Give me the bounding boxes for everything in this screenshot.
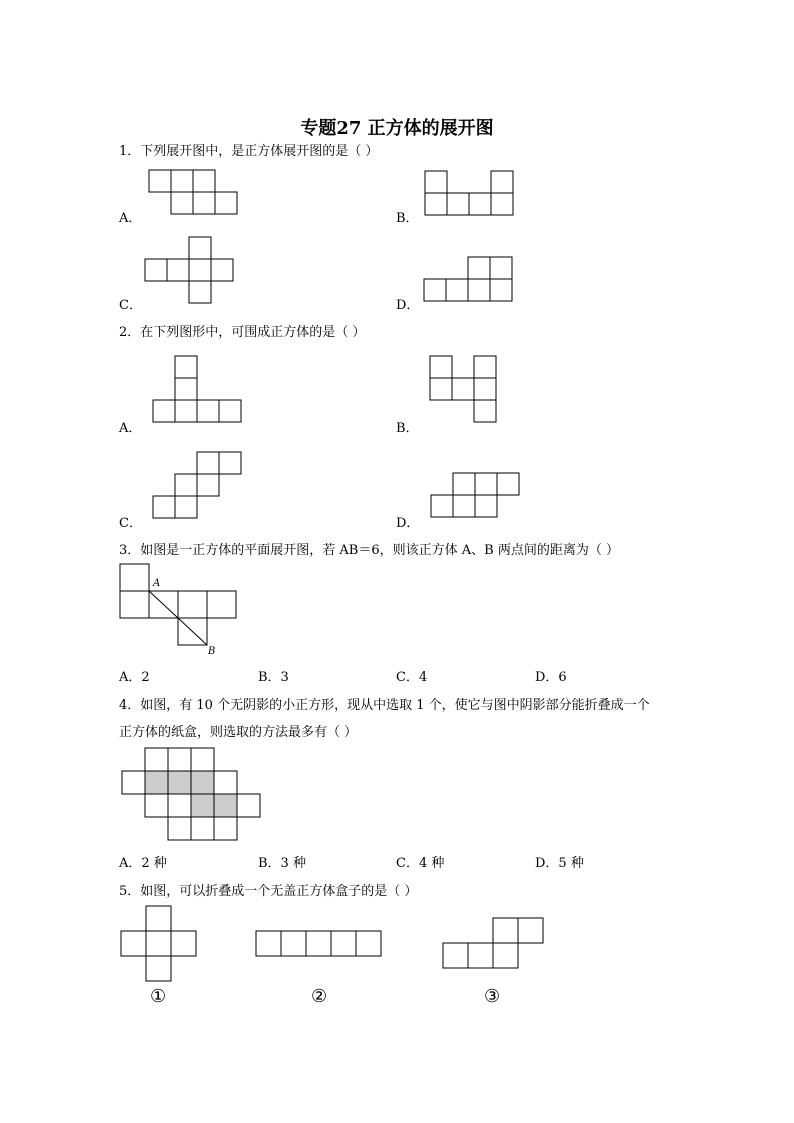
- q2-option-d: D．: [396, 516, 420, 531]
- q1-figure-b: [424, 170, 516, 218]
- q2-option-c: C．: [119, 516, 142, 531]
- q4-option-c: C．4 种: [396, 856, 445, 871]
- question-4-stem-line2: 正方体的纸盒，则选取的方法最多有（ ）: [119, 725, 358, 740]
- q1-option-d: D．: [396, 298, 420, 313]
- shaded-square: [191, 771, 214, 794]
- q2-figure-a: [152, 355, 244, 423]
- q3-option-a: A．2: [119, 670, 150, 685]
- q2-figure-b: [429, 355, 499, 423]
- q3-option-d: D．6: [535, 670, 567, 685]
- point-a-label: A: [153, 578, 161, 589]
- q4-option-a: A．2 种: [119, 856, 167, 871]
- q3-net-figure: [119, 563, 244, 655]
- q1-figure-d: [423, 256, 515, 304]
- q1-option-c: C．: [119, 298, 142, 313]
- q4-grid-figure: [121, 747, 265, 843]
- q5-figure-1: [120, 905, 200, 985]
- shaded-square: [145, 771, 168, 794]
- q1-option-b: B．: [396, 211, 419, 226]
- q2-option-a: A．: [119, 421, 142, 436]
- shaded-square: [191, 794, 214, 817]
- question-2-stem: 2．在下列图形中，可围成正方体的是（ ）: [119, 325, 366, 340]
- q3-option-b: B．3: [258, 670, 289, 685]
- q5-figure-3: [442, 917, 548, 972]
- shaded-square: [168, 771, 191, 794]
- question-5-stem: 5．如图，可以折叠成一个无盖正方体盒子的是（ ）: [119, 884, 418, 899]
- question-4-stem-line1: 4．如图，有 10 个无阴影的小正方形，现从中选取 1 个，使它与图中阴影部分能折叠成一个: [119, 698, 650, 713]
- q2-option-b: B．: [396, 421, 419, 436]
- q2-figure-c: [152, 451, 244, 519]
- q4-option-b: B．3 种: [258, 856, 306, 871]
- q5-figure-2-label: ②: [311, 986, 328, 1007]
- q1-figure-a: [148, 169, 240, 217]
- q4-option-d: D．5 种: [535, 856, 584, 871]
- page-title: 专题27 正方体的展开图: [300, 118, 494, 139]
- shaded-square: [214, 794, 237, 817]
- question-1-stem: 1．下列展开图中，是正方体展开图的是（ ）: [119, 144, 379, 159]
- q5-figure-2: [255, 930, 385, 960]
- q1-figure-c: [144, 236, 236, 304]
- question-3-stem: 3．如图是一正方体的平面展开图，若 AB＝6，则该正方体 A、B 两点间的距离为（ ）: [119, 543, 619, 558]
- q2-figure-d: [430, 472, 522, 520]
- q5-figure-3-label: ③: [484, 986, 501, 1007]
- point-b-label: B: [208, 646, 216, 657]
- q5-figure-1-label: ①: [150, 986, 167, 1007]
- q1-option-a: A．: [119, 211, 142, 226]
- q3-option-c: C．4: [396, 670, 428, 685]
